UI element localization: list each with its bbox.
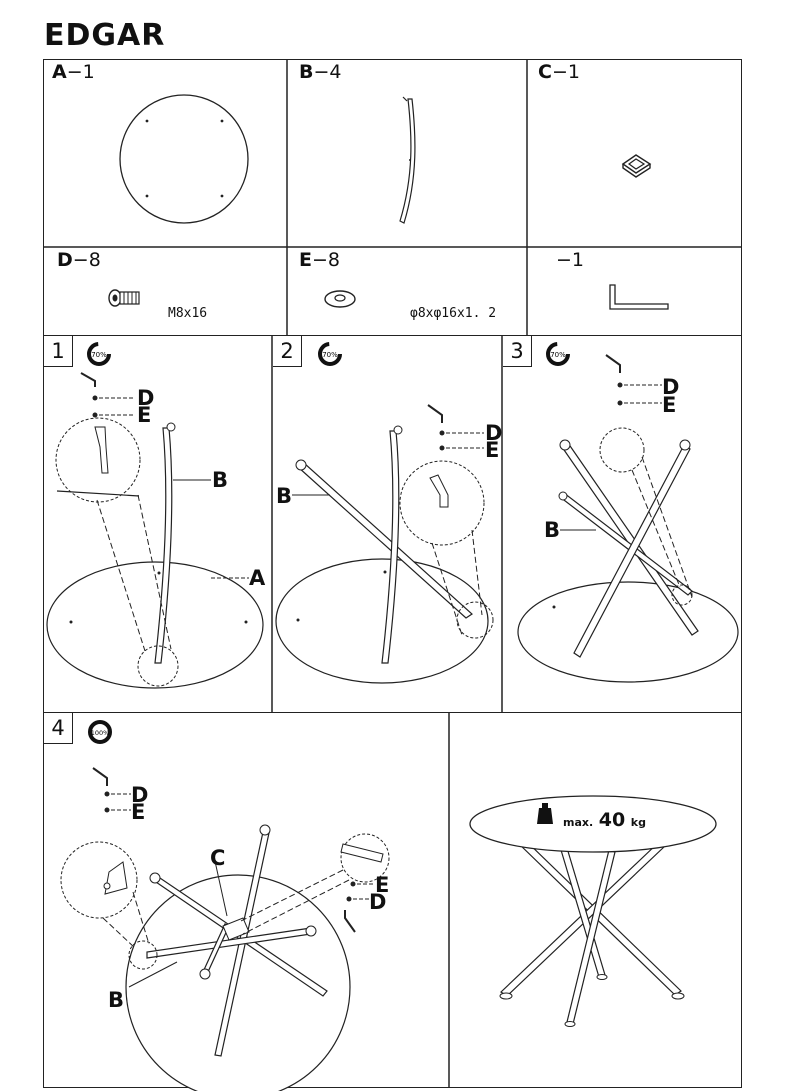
- step-3-callout-b: B: [544, 518, 561, 542]
- step-2-number: 2: [273, 336, 302, 367]
- part-c-qty: −1: [551, 61, 580, 83]
- part-d-label: [57, 249, 101, 271]
- part-d-letter: D: [57, 249, 73, 271]
- step-1-number: 1: [44, 336, 73, 367]
- step-3-illustration: [502, 335, 742, 713]
- step-2-callout-d: D: [485, 421, 503, 445]
- step-3-number: 3: [503, 336, 532, 367]
- step-2-callout-b: B: [276, 484, 293, 508]
- part-a-qty: −1: [66, 61, 95, 83]
- allen-key-icon: [608, 283, 678, 313]
- step-2-illustration: [272, 335, 502, 713]
- step-4-callout-e2: E: [375, 873, 390, 897]
- step-2-torque: 70%: [322, 351, 338, 359]
- part-c-letter: C: [538, 61, 552, 83]
- step-4-callout-c: C: [210, 846, 226, 870]
- part-a-label: [52, 61, 95, 83]
- step-4-callout-d: D: [131, 783, 149, 807]
- step-4-callout-b: B: [108, 988, 125, 1012]
- part-a-tabletop-icon: [115, 95, 255, 215]
- step-1-callout-b: B: [212, 468, 229, 492]
- part-b-label: [299, 61, 342, 83]
- max-load-label: [563, 809, 646, 831]
- part-d-qty: −8: [72, 249, 101, 271]
- step-4-callout-d2: D: [369, 890, 387, 914]
- part-key-qty: −1: [556, 249, 585, 271]
- step-4-illustration: [43, 712, 449, 1088]
- part-c-bracket-icon: [620, 152, 660, 182]
- max-load-prefix: max.: [563, 816, 594, 829]
- part-e-qty: −8: [311, 249, 340, 271]
- assembled-table-illustration: [449, 712, 742, 1088]
- step-3-callout-e: E: [662, 393, 677, 417]
- part-e-spec: φ8xφ16x1. 2: [410, 306, 497, 321]
- part-b-leg-icon: [390, 95, 430, 230]
- part-b-letter: B: [299, 61, 314, 83]
- step-1-illustration: [43, 335, 272, 713]
- part-c-label: [538, 61, 580, 83]
- max-load-value: 40: [598, 809, 626, 831]
- step-1-callout-a: A: [249, 566, 266, 590]
- step-4-number: 4: [44, 713, 73, 744]
- part-b-qty: −4: [313, 61, 342, 83]
- step-1-torque: 70%: [91, 351, 107, 359]
- step-4-callout-e: E: [131, 800, 146, 824]
- part-d-bolt-icon: [107, 288, 147, 312]
- part-e-label: [299, 249, 340, 271]
- step-3-callout-d: D: [662, 375, 680, 399]
- step-1-callout-d: D: [137, 386, 155, 410]
- part-key-label: [556, 249, 584, 271]
- step-4-torque: 100%: [90, 729, 110, 737]
- part-e-washer-icon: [323, 288, 363, 312]
- part-a-letter: A: [52, 61, 67, 83]
- step-3-torque: 70%: [550, 351, 566, 359]
- part-d-spec: M8x16: [168, 306, 208, 321]
- page-title: EDGAR: [44, 18, 166, 53]
- step-1-callout-e: E: [137, 403, 152, 427]
- max-load-unit: kg: [630, 816, 646, 829]
- part-e-letter: E: [299, 249, 312, 271]
- step-2-callout-e: E: [485, 438, 500, 462]
